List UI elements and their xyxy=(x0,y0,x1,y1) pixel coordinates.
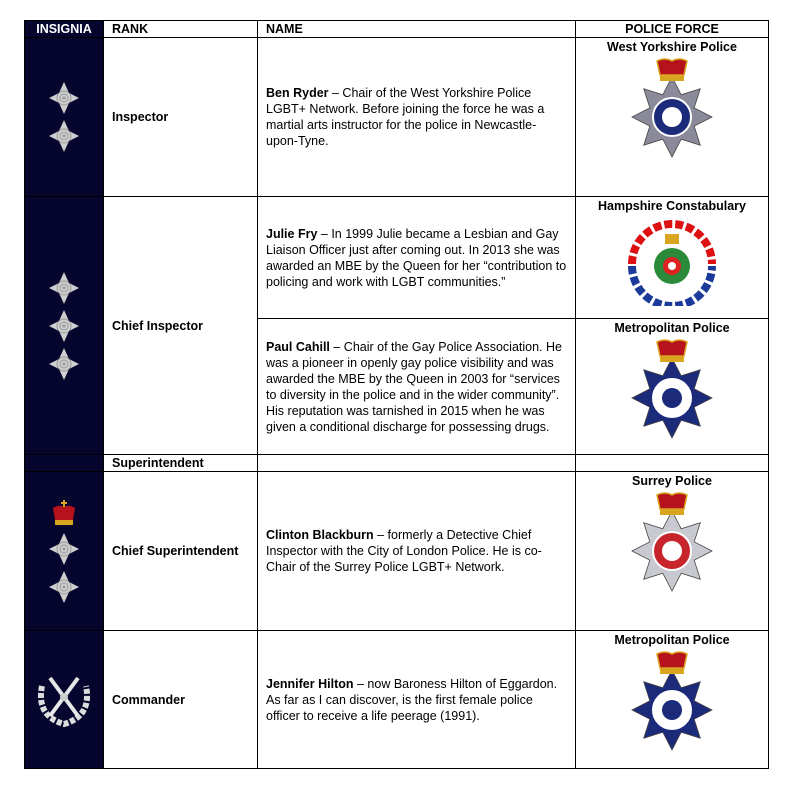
crown-pip-insignia-icon xyxy=(25,498,103,604)
person-name: Paul Cahill xyxy=(266,339,330,354)
insignia-cell xyxy=(25,472,104,631)
rank-cell: Inspector xyxy=(104,38,258,197)
person-desc: – In 1999 Julie became a Lesbian and Gay Liaison Officer just after coming out. In 2013 she was awarded an MBE by the Queen for her “contribution to policing and work with LGBT communities.” xyxy=(266,226,567,289)
force-name: West Yorkshire Police xyxy=(607,40,737,54)
name-cell xyxy=(258,197,576,319)
header-rank: RANK xyxy=(104,21,258,38)
insignia-cell xyxy=(25,38,104,197)
crossed-batons-wreath-icon xyxy=(25,666,103,734)
force-cell xyxy=(576,472,769,631)
force-name: Surrey Police xyxy=(632,474,712,488)
table-row xyxy=(25,455,769,472)
header-force: POLICE FORCE xyxy=(576,21,769,38)
ranks-table xyxy=(24,20,769,769)
force-cell xyxy=(576,319,769,455)
rank-cell: Commander xyxy=(104,631,258,769)
hampshire-badge-icon xyxy=(576,214,768,310)
person-desc: – formerly a Detective Chief Inspector with the City of London Police. He is co-Chair of the Surrey Police LGBT+ Network. xyxy=(266,528,542,574)
surrey-badge-icon xyxy=(576,489,768,603)
metropolitan-badge-icon xyxy=(576,336,768,450)
pip-insignia-icon xyxy=(25,271,103,381)
rank-cell: Chief Superintendent xyxy=(104,472,258,631)
name-cell xyxy=(258,631,576,769)
insignia-cell xyxy=(25,197,104,455)
table-row xyxy=(25,197,769,319)
metropolitan-badge-icon xyxy=(576,648,768,762)
pip-insignia-icon xyxy=(25,81,103,153)
force-cell xyxy=(576,38,769,197)
name-cell xyxy=(258,455,576,472)
force-cell xyxy=(576,455,769,472)
force-name: Hampshire Constabulary xyxy=(598,199,746,213)
person-name: Clinton Blackburn xyxy=(266,528,374,542)
west-yorkshire-badge-icon xyxy=(576,55,768,169)
rank-cell: Superintendent xyxy=(104,455,258,472)
person-desc: – now Baroness Hilton of Eggardon. As far as I can discover, is the first female police officer to receive a life peerage (1991). xyxy=(266,676,558,723)
force-cell xyxy=(576,197,769,319)
table-row xyxy=(25,472,769,631)
force-cell xyxy=(576,631,769,769)
insignia-cell xyxy=(25,631,104,769)
header-name: NAME xyxy=(258,21,576,38)
header-row xyxy=(25,21,769,38)
header-insignia: INSIGNIA xyxy=(25,21,104,38)
name-cell xyxy=(258,38,576,197)
person-name: Jennifer Hilton xyxy=(266,676,354,691)
name-cell xyxy=(258,319,576,455)
person-name: Ben Ryder xyxy=(266,86,329,100)
insignia-cell xyxy=(25,455,104,472)
person-desc: – Chair of the Gay Police Association. He was a pioneer in openly gay police visibility and was awarded the MBE by the Queen in 2003 for “services to diversity in the police and in the wider community”. His reputation was tarnished in 2015 when he was given a conditional discharge for possessing drugs. xyxy=(266,339,562,434)
rank-cell: Chief Inspector xyxy=(104,197,258,455)
name-cell xyxy=(258,472,576,631)
person-desc: – Chair of the West Yorkshire Police LGBT+ Network. Before joining the force he was a martial arts instructor for the police in Newcastle-upon-Tyne. xyxy=(266,86,545,148)
person-name: Julie Fry xyxy=(266,226,318,241)
table-row xyxy=(25,631,769,769)
table-row xyxy=(25,38,769,197)
force-name: Metropolitan Police xyxy=(614,321,730,335)
force-name: Metropolitan Police xyxy=(614,633,730,647)
